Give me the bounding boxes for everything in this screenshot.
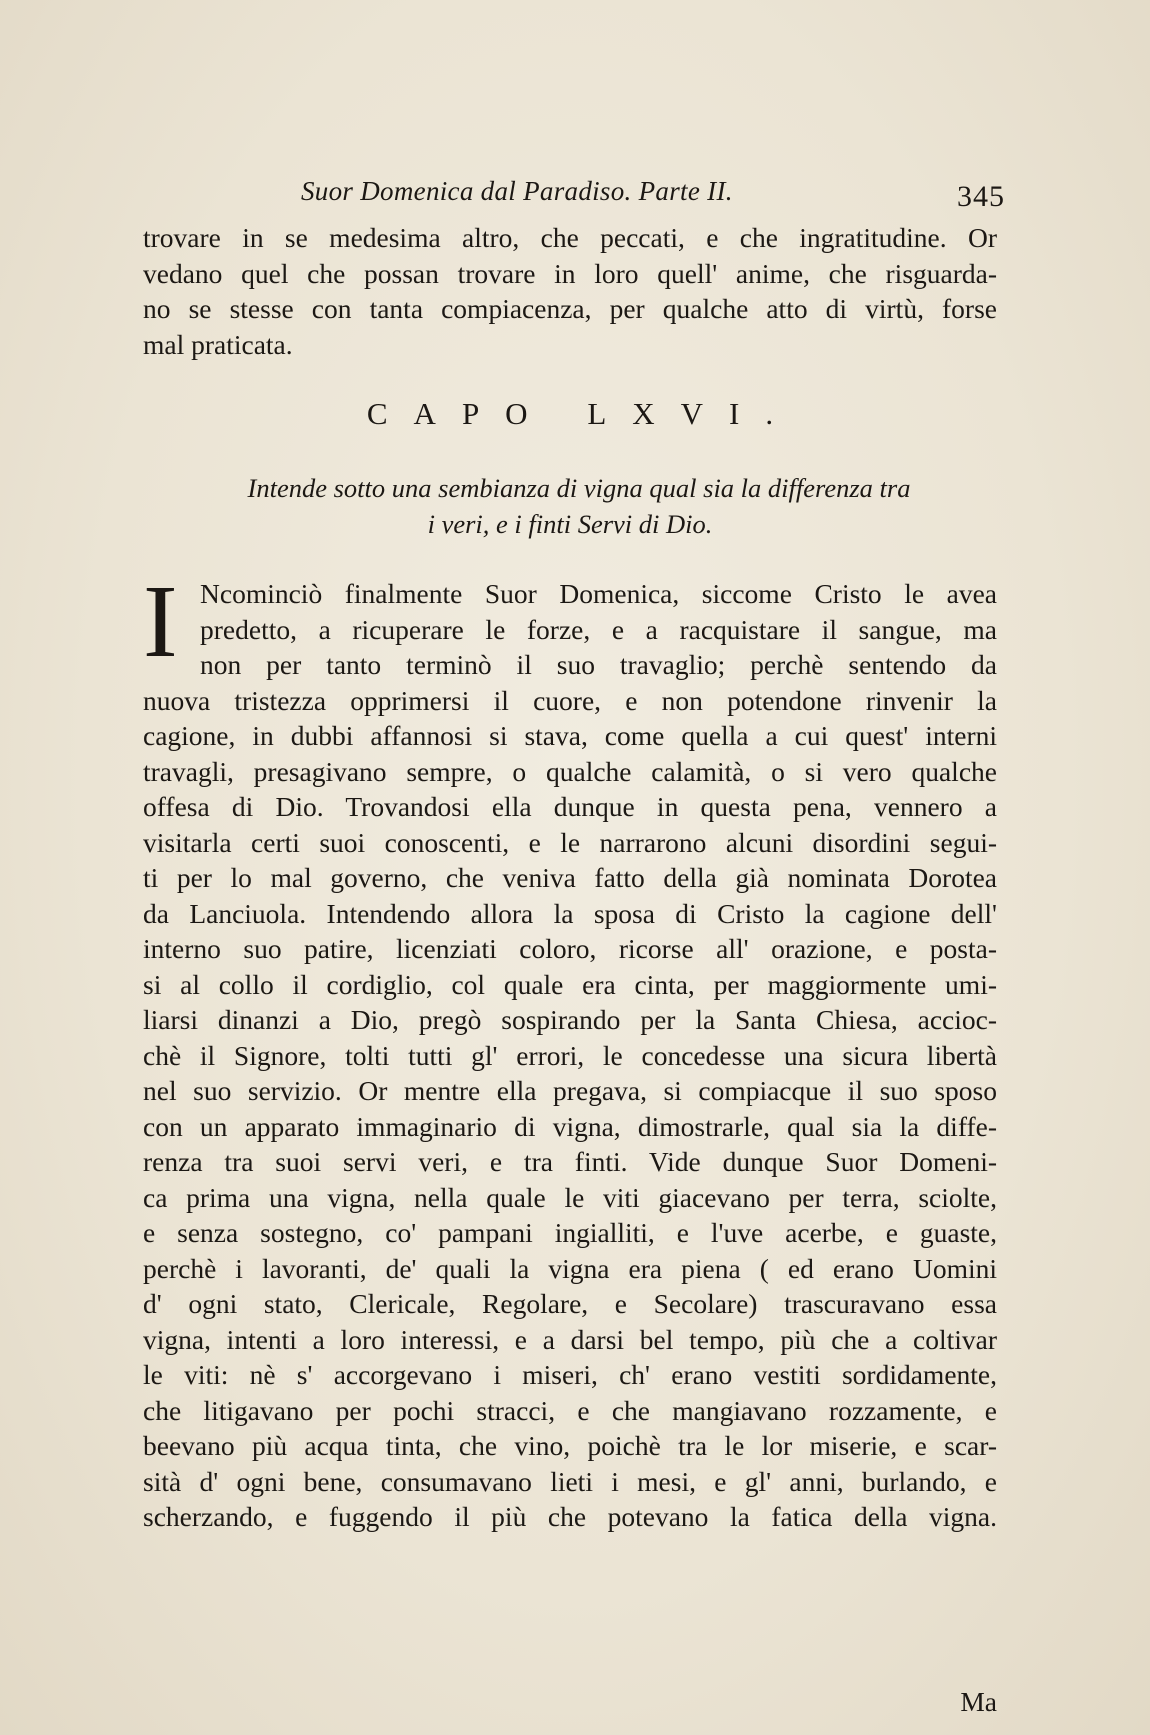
page-header: [143, 176, 1005, 220]
text-line: chè il Signore, tolti tutti gl' errori, le concedesse una sicura libertà: [143, 1039, 997, 1071]
running-title: Suor Domenica dal Paradiso. Parte II.: [301, 176, 733, 206]
text-line: da Lanciuola. Intendendo allora la sposa di Cristo la cagione dell': [143, 897, 997, 929]
text-line: renza tra suoi servi veri, e tra finti. Vide dunque Suor Domeni-: [143, 1146, 997, 1177]
text-line: che litigavano per pochi stracci, e che mangiavano rozzamente, e: [143, 1394, 997, 1426]
summary-line: i veri, e i finti Servi di Dio.: [427, 509, 713, 539]
text-line: con un apparato immaginario di vigna, dimostrarle, qual sia la diffe-: [143, 1110, 997, 1142]
text-line: predetto, a ricuperare le forze, e a racquistare il sangue, ma: [200, 613, 997, 645]
text-line: mal praticata.: [143, 328, 293, 360]
text-line: sità d' ogni bene, consumavano lieti i mesi, e gl' anni, burlando, e: [143, 1465, 997, 1497]
text-line: ti per lo mal governo, che veniva fatto della già nominata Dorotea: [143, 862, 997, 893]
text-line: travagli, presagivano sempre, o qualche calamità, o si vero qualche: [143, 755, 997, 787]
text-line: nel suo servizio. Or mentre ella pregava, si compiacque il suo sposo: [143, 1075, 997, 1106]
text-line: le viti: nè s' accorgevano i miseri, ch' erano vestiti sordidamente,: [143, 1359, 997, 1390]
text-line: scherzando, e fuggendo il più che potevano la fatica della vigna.: [143, 1501, 997, 1532]
text-line: perchè i lavoranti, de' quali la vigna era piena ( ed erano Uomini: [143, 1252, 997, 1284]
text-line: ca prima una vigna, nella quale le viti giacevano per terra, sciolte,: [143, 1181, 997, 1213]
text-line: liarsi dinanzi a Dio, pregò sospirando per la Santa Chiesa, accioc-: [143, 1004, 997, 1035]
text-line: interno suo patire, licenziati coloro, ricorse all' orazione, e posta-: [143, 933, 997, 964]
text-line: beevano più acqua tinta, che vino, poichè tra le lor miserie, e scar-: [143, 1430, 997, 1461]
text-line: non per tanto terminò il suo travaglio; perchè sentendo da: [200, 649, 997, 680]
text-line: Ncominciò finalmente Suor Domenica, siccome Cristo le avea: [200, 578, 997, 609]
text-line: cagione, in dubbi affannosi si stava, come quella a cui quest' interni: [143, 720, 997, 751]
text-line: trovare in se medesima altro, che peccati, e che ingratitudine. Or: [143, 222, 997, 253]
summary-line: Intende sotto una sembianza di vigna qual sia la differenza tra: [247, 473, 911, 503]
text-line: e senza sostegno, co' pampani ingialliti, e l'uve acerbe, e guaste,: [143, 1217, 997, 1248]
page-number: 345: [957, 180, 1005, 213]
text-line: offesa di Dio. Trovandosi ella dunque in questa pena, vennero a: [143, 791, 997, 822]
text-line: visitarla certi suoi conoscenti, e le narrarono alcuni disordini segui-: [143, 826, 997, 858]
text-line: d' ogni stato, Clericale, Regolare, e Secolare) trascuravano essa: [143, 1288, 997, 1319]
opening-paragraph: [143, 220, 997, 362]
chapter-body: [143, 564, 997, 1535]
text-line: vedano quel che possan trovare in loro quell' anime, che risguarda-: [143, 257, 997, 289]
text-line: vigna, intenti a loro interessi, e a darsi bel tempo, più che a coltivar: [143, 1323, 997, 1355]
drop-cap: I: [143, 564, 178, 679]
chapter-summary: [143, 470, 997, 542]
text-line: nuova tristezza opprimersi il cuore, e non potendone rinvenir la: [143, 684, 997, 716]
catchword: Ma: [960, 1686, 997, 1717]
chapter-title: CAPO LXVI.: [366, 396, 800, 431]
text-line: no se stesse con tanta compiacenza, per qualche atto di virtù, forse: [143, 293, 997, 324]
text-line: si al collo il cordiglio, col quale era cinta, per maggiormente umi-: [143, 968, 997, 1000]
